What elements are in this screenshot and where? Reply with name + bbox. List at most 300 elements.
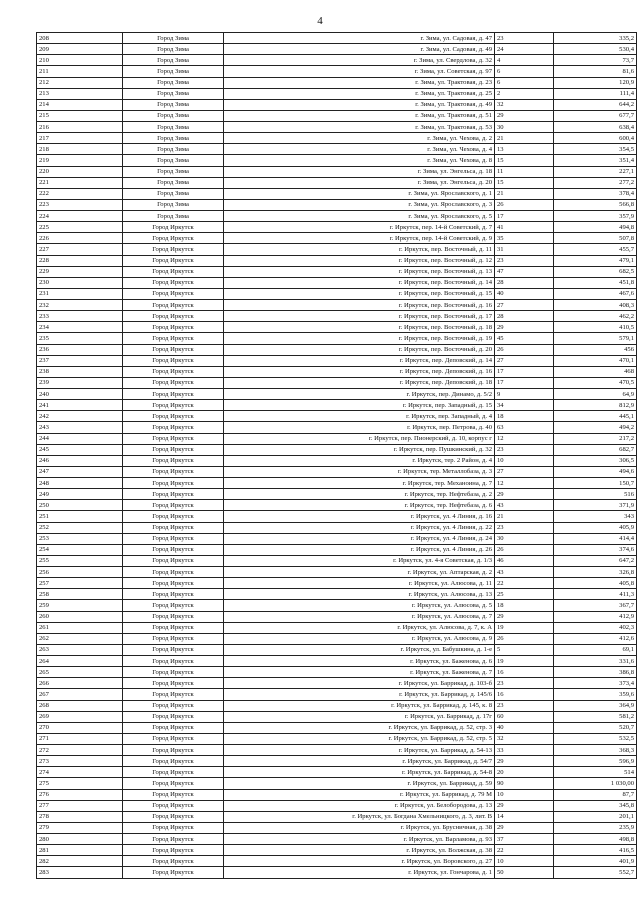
building-address: г. Иркутск, пер. Пушкинский, д. 32 xyxy=(224,444,495,455)
table-row xyxy=(37,377,637,388)
unit-count: 5 xyxy=(495,644,554,655)
unit-count: 29 xyxy=(495,611,554,622)
floor-area: 227,1 xyxy=(554,166,637,177)
table-row xyxy=(37,733,637,744)
building-address: г. Зима, ул. Свердлова, д. 32 xyxy=(224,55,495,66)
unit-count: 20 xyxy=(495,767,554,778)
floor-area: 682,5 xyxy=(554,266,637,277)
municipality-name: Город Иркутск xyxy=(123,266,224,277)
unit-count: 4 xyxy=(495,55,554,66)
row-number: 277 xyxy=(37,800,123,811)
unit-count: 13 xyxy=(495,144,554,155)
building-address: г. Иркутск, ул. Алюсова, д. 11 xyxy=(224,578,495,589)
table-row xyxy=(37,366,637,377)
municipality-name: Город Иркутск xyxy=(123,656,224,667)
table-row xyxy=(37,522,637,533)
unit-count: 28 xyxy=(495,311,554,322)
row-number: 213 xyxy=(37,88,123,99)
municipality-name: Город Зима xyxy=(123,166,224,177)
floor-area: 462,2 xyxy=(554,311,637,322)
unit-count: 28 xyxy=(495,277,554,288)
municipality-name: Город Иркутск xyxy=(123,633,224,644)
building-address: г. Иркутск, ул. Баррикад, д. 103-б xyxy=(224,678,495,689)
building-address: г. Иркутск, ул. 4 Линия, д. 24 xyxy=(224,533,495,544)
unit-count: 32 xyxy=(495,733,554,744)
municipality-name: Город Иркутск xyxy=(123,288,224,299)
table-row xyxy=(37,300,637,311)
municipality-name: Город Иркутск xyxy=(123,722,224,733)
unit-count: 19 xyxy=(495,622,554,633)
table-row xyxy=(37,555,637,566)
municipality-name: Город Иркутск xyxy=(123,377,224,388)
unit-count: 15 xyxy=(495,177,554,188)
municipality-name: Город Иркутск xyxy=(123,500,224,511)
floor-area: 335,2 xyxy=(554,33,637,44)
municipality-name: Город Зима xyxy=(123,122,224,133)
unit-count: 26 xyxy=(495,633,554,644)
unit-count: 50 xyxy=(495,867,554,878)
floor-area: 411,3 xyxy=(554,589,637,600)
table-row xyxy=(37,644,637,655)
row-number: 225 xyxy=(37,222,123,233)
table-row xyxy=(37,834,637,845)
table-row xyxy=(37,277,637,288)
row-number: 212 xyxy=(37,77,123,88)
floor-area: 64,9 xyxy=(554,389,637,400)
row-number: 274 xyxy=(37,767,123,778)
row-number: 216 xyxy=(37,122,123,133)
building-address: г. Иркутск, пер. 14-й Советский, д. 9 xyxy=(224,233,495,244)
table-row xyxy=(37,411,637,422)
table-row xyxy=(37,756,637,767)
building-address: г. Зима, ул. Садовая, д. 49 xyxy=(224,44,495,55)
municipality-name: Город Иркутск xyxy=(123,555,224,566)
row-number: 221 xyxy=(37,177,123,188)
unit-count: 2 xyxy=(495,88,554,99)
floor-area: 532,5 xyxy=(554,733,637,744)
municipality-name: Город Иркутск xyxy=(123,533,224,544)
row-number: 257 xyxy=(37,578,123,589)
row-number: 232 xyxy=(37,300,123,311)
table-row xyxy=(37,845,637,856)
building-address: г. Иркутск, пер. Деповский, д. 16 xyxy=(224,366,495,377)
building-address: г. Иркутск, пер. Восточный, д. 18 xyxy=(224,322,495,333)
municipality-name: Город Иркутск xyxy=(123,667,224,678)
row-number: 209 xyxy=(37,44,123,55)
row-number: 259 xyxy=(37,600,123,611)
municipality-name: Город Иркутск xyxy=(123,322,224,333)
unit-count: 29 xyxy=(495,489,554,500)
table-row xyxy=(37,311,637,322)
table-row xyxy=(37,66,637,77)
floor-area: 378,4 xyxy=(554,188,637,199)
unit-count: 27 xyxy=(495,466,554,477)
page-number: 4 xyxy=(317,15,323,27)
unit-count: 46 xyxy=(495,555,554,566)
table-row xyxy=(37,745,637,756)
municipality-name: Город Иркутск xyxy=(123,845,224,856)
municipality-name: Город Иркутск xyxy=(123,745,224,756)
unit-count: 10 xyxy=(495,856,554,867)
floor-area: 217,2 xyxy=(554,433,637,444)
unit-count: 6 xyxy=(495,66,554,77)
municipality-name: Город Зима xyxy=(123,188,224,199)
municipality-name: Город Иркутск xyxy=(123,511,224,522)
unit-count: 23 xyxy=(495,33,554,44)
building-address: г. Иркутск, ул. Баррикад, д. 79 М xyxy=(224,789,495,800)
municipality-name: Город Зима xyxy=(123,144,224,155)
unit-count: 10 xyxy=(495,455,554,466)
unit-count: 23 xyxy=(495,522,554,533)
row-number: 265 xyxy=(37,667,123,678)
row-number: 260 xyxy=(37,611,123,622)
floor-area: 494,8 xyxy=(554,222,637,233)
floor-area: 455,7 xyxy=(554,244,637,255)
unit-count: 21 xyxy=(495,188,554,199)
row-number: 211 xyxy=(37,66,123,77)
unit-count: 17 xyxy=(495,211,554,222)
building-address: г. Иркутск, тер. Механоина, д. 7 xyxy=(224,478,495,489)
row-number: 244 xyxy=(37,433,123,444)
floor-area: 69,1 xyxy=(554,644,637,655)
building-address: г. Иркутск, ул. Варламова, д. 93 xyxy=(224,834,495,845)
table-row xyxy=(37,333,637,344)
building-address: г. Зима, ул. Трактовая, д. 25 xyxy=(224,88,495,99)
floor-area: 410,5 xyxy=(554,322,637,333)
unit-count: 34 xyxy=(495,400,554,411)
building-address: г. Иркутск, пер. Деповский, д. 14 xyxy=(224,355,495,366)
table-row xyxy=(37,767,637,778)
table-row xyxy=(37,533,637,544)
row-number: 250 xyxy=(37,500,123,511)
unit-count: 16 xyxy=(495,667,554,678)
municipality-name: Город Иркутск xyxy=(123,778,224,789)
unit-count: 12 xyxy=(495,478,554,489)
building-address: г. Иркутск, ул. Баррикад, д. 54/7 xyxy=(224,756,495,767)
unit-count: 23 xyxy=(495,678,554,689)
row-number: 227 xyxy=(37,244,123,255)
building-address: г. Иркутск, пер. Восточный, д. 17 xyxy=(224,311,495,322)
row-number: 214 xyxy=(37,99,123,110)
municipality-name: Город Иркутск xyxy=(123,867,224,878)
floor-area: 343 xyxy=(554,511,637,522)
building-address: г. Иркутск, ул. 4-я Советская, д. 1/3 xyxy=(224,555,495,566)
floor-area: 351,4 xyxy=(554,155,637,166)
floor-area: 647,2 xyxy=(554,555,637,566)
floor-area: 73,7 xyxy=(554,55,637,66)
table-row xyxy=(37,678,637,689)
floor-area: 451,8 xyxy=(554,277,637,288)
unit-count: 22 xyxy=(495,845,554,856)
floor-area: 412,9 xyxy=(554,611,637,622)
table-row xyxy=(37,600,637,611)
row-number: 230 xyxy=(37,277,123,288)
municipality-name: Город Иркутск xyxy=(123,466,224,477)
unit-count: 23 xyxy=(495,255,554,266)
table-row xyxy=(37,389,637,400)
table-row xyxy=(37,288,637,299)
unit-count: 12 xyxy=(495,433,554,444)
municipality-name: Город Иркутск xyxy=(123,433,224,444)
municipality-name: Город Иркутск xyxy=(123,366,224,377)
municipality-name: Город Иркутск xyxy=(123,589,224,600)
building-address: г. Иркутск, ул. Баррикад, д. 17г xyxy=(224,711,495,722)
building-address: г. Зима, ул. Трактовая, д. 53 xyxy=(224,122,495,133)
table-row xyxy=(37,466,637,477)
floor-area: 402,3 xyxy=(554,622,637,633)
table-row xyxy=(37,222,637,233)
municipality-name: Город Зима xyxy=(123,99,224,110)
unit-count: 27 xyxy=(495,355,554,366)
table-row xyxy=(37,800,637,811)
building-address: г. Зима, ул. Трактовая, д. 23 xyxy=(224,77,495,88)
municipality-name: Город Зима xyxy=(123,77,224,88)
building-address: г. Иркутск, ул. Алюсова, д. 7, к. А xyxy=(224,622,495,633)
municipality-name: Город Иркутск xyxy=(123,222,224,233)
building-address: г. Иркутск, ул. Белобородова, д. 13 xyxy=(224,800,495,811)
municipality-name: Город Иркутск xyxy=(123,678,224,689)
floor-area: 371,9 xyxy=(554,500,637,511)
row-number: 215 xyxy=(37,110,123,121)
municipality-name: Город Зима xyxy=(123,66,224,77)
row-number: 258 xyxy=(37,589,123,600)
building-address: г. Иркутск, пер. Динамо, д. 5/2 xyxy=(224,389,495,400)
row-number: 268 xyxy=(37,700,123,711)
unit-count: 6 xyxy=(495,77,554,88)
municipality-name: Город Иркутск xyxy=(123,567,224,578)
building-address: г. Иркутск, пер. Западный, д. 4 xyxy=(224,411,495,422)
table-row xyxy=(37,344,637,355)
unit-count: 26 xyxy=(495,544,554,555)
building-address: г. Зима, ул. Трактовая, д. 49 xyxy=(224,99,495,110)
table-row xyxy=(37,166,637,177)
building-address: г. Иркутск, пер. Восточный, д. 16 xyxy=(224,300,495,311)
table-row xyxy=(37,711,637,722)
floor-area: 235,9 xyxy=(554,822,637,833)
table-row xyxy=(37,122,637,133)
table-row xyxy=(37,44,637,55)
municipality-name: Город Иркутск xyxy=(123,644,224,655)
floor-area: 1 030,00 xyxy=(554,778,637,789)
unit-count: 30 xyxy=(495,122,554,133)
table-row xyxy=(37,422,637,433)
building-address: г. Иркутск, пер. Восточный, д. 12 xyxy=(224,255,495,266)
row-number: 261 xyxy=(37,622,123,633)
row-number: 270 xyxy=(37,722,123,733)
table-row xyxy=(37,500,637,511)
building-address: г. Иркутск, тер. Нефтебаза, д. 6 xyxy=(224,500,495,511)
floor-area: 120,9 xyxy=(554,77,637,88)
unit-count: 18 xyxy=(495,411,554,422)
unit-count: 27 xyxy=(495,300,554,311)
floor-area: 414,4 xyxy=(554,533,637,544)
unit-count: 29 xyxy=(495,322,554,333)
table-row xyxy=(37,144,637,155)
unit-count: 29 xyxy=(495,822,554,833)
building-address: г. Зима, ул. Советская, д. 97 xyxy=(224,66,495,77)
row-number: 231 xyxy=(37,288,123,299)
floor-area: 331,6 xyxy=(554,656,637,667)
unit-count: 31 xyxy=(495,244,554,255)
building-address: г. Иркутск, ул. Алюсова, д. 7 xyxy=(224,611,495,622)
municipality-name: Город Иркутск xyxy=(123,767,224,778)
municipality-name: Город Иркутск xyxy=(123,411,224,422)
building-address: г. Зима, ул. Трактовая, д. 51 xyxy=(224,110,495,121)
floor-area: 638,4 xyxy=(554,122,637,133)
row-number: 267 xyxy=(37,689,123,700)
row-number: 247 xyxy=(37,466,123,477)
municipality-name: Город Иркутск xyxy=(123,822,224,833)
unit-count: 26 xyxy=(495,199,554,210)
table-row xyxy=(37,155,637,166)
municipality-name: Город Зима xyxy=(123,44,224,55)
table-row xyxy=(37,322,637,333)
floor-area: 579,1 xyxy=(554,333,637,344)
building-address: г. Иркутск, тер. 2 Район, д. 4 xyxy=(224,455,495,466)
table-row xyxy=(37,667,637,678)
row-number: 248 xyxy=(37,478,123,489)
unit-count: 90 xyxy=(495,778,554,789)
table-row xyxy=(37,177,637,188)
row-number: 264 xyxy=(37,656,123,667)
municipality-name: Город Иркутск xyxy=(123,811,224,822)
building-address: г. Иркутск, пер. Восточный, д. 11 xyxy=(224,244,495,255)
building-address: г. Иркутск, пер. Восточный, д. 19 xyxy=(224,333,495,344)
floor-area: 408,3 xyxy=(554,300,637,311)
building-address: г. Иркутск, ул. Аптарская, д. 2 xyxy=(224,567,495,578)
municipality-name: Город Иркутск xyxy=(123,233,224,244)
floor-area: 470,1 xyxy=(554,355,637,366)
floor-area: 552,7 xyxy=(554,867,637,878)
floor-area: 516 xyxy=(554,489,637,500)
building-address: г. Иркутск, пер. Деповский, д. 18 xyxy=(224,377,495,388)
row-number: 217 xyxy=(37,133,123,144)
municipality-name: Город Зима xyxy=(123,177,224,188)
building-address: г. Иркутск, пер. Петрова, д. 40 xyxy=(224,422,495,433)
building-address: г. Зима, ул. Садовая, д. 47 xyxy=(224,33,495,44)
unit-count: 43 xyxy=(495,500,554,511)
floor-area: 470,5 xyxy=(554,377,637,388)
municipality-name: Город Иркутск xyxy=(123,389,224,400)
table-row xyxy=(37,444,637,455)
municipality-name: Город Зима xyxy=(123,88,224,99)
municipality-name: Город Иркутск xyxy=(123,600,224,611)
table-row xyxy=(37,33,637,44)
building-address: г. Иркутск, ул. Баррикад, д. 145, к. 8 xyxy=(224,700,495,711)
row-number: 229 xyxy=(37,266,123,277)
floor-area: 498,8 xyxy=(554,834,637,845)
table-row xyxy=(37,455,637,466)
building-address: г. Иркутск, ул. Баррикад, д. 54-13 xyxy=(224,745,495,756)
unit-count: 22 xyxy=(495,578,554,589)
municipality-name: Город Иркутск xyxy=(123,611,224,622)
floor-area: 468 xyxy=(554,366,637,377)
floor-area: 445,1 xyxy=(554,411,637,422)
building-address: г. Иркутск, ул. Алюсова, д. 13 xyxy=(224,589,495,600)
floor-area: 368,3 xyxy=(554,745,637,756)
municipality-name: Город Иркутск xyxy=(123,689,224,700)
municipality-name: Город Иркутск xyxy=(123,800,224,811)
table-row xyxy=(37,611,637,622)
row-number: 253 xyxy=(37,533,123,544)
row-number: 272 xyxy=(37,745,123,756)
unit-count: 47 xyxy=(495,266,554,277)
table-row xyxy=(37,689,637,700)
row-number: 254 xyxy=(37,544,123,555)
row-number: 246 xyxy=(37,455,123,466)
building-address: г. Зима, ул. Чехова, д. 8 xyxy=(224,155,495,166)
floor-area: 373,4 xyxy=(554,678,637,689)
municipality-name: Город Иркутск xyxy=(123,478,224,489)
table-row xyxy=(37,110,637,121)
unit-count: 16 xyxy=(495,689,554,700)
row-number: 245 xyxy=(37,444,123,455)
unit-count: 35 xyxy=(495,233,554,244)
floor-area: 405,9 xyxy=(554,522,637,533)
building-address: г. Зима, ул. Чехова, д. 4 xyxy=(224,144,495,155)
floor-area: 401,9 xyxy=(554,856,637,867)
municipality-name: Город Иркутск xyxy=(123,544,224,555)
building-address: г. Иркутск, ул. Брусничная, д. 38 xyxy=(224,822,495,833)
building-address: г. Иркутск, пер. Восточный, д. 14 xyxy=(224,277,495,288)
row-number: 271 xyxy=(37,733,123,744)
unit-count: 37 xyxy=(495,834,554,845)
floor-area: 386,8 xyxy=(554,667,637,678)
building-address: г. Иркутск, ул. 4 Линия, д. 16 xyxy=(224,511,495,522)
municipality-name: Город Иркутск xyxy=(123,344,224,355)
municipality-name: Город Иркутск xyxy=(123,255,224,266)
unit-count: 17 xyxy=(495,366,554,377)
table-row xyxy=(37,266,637,277)
table-row xyxy=(37,55,637,66)
row-number: 279 xyxy=(37,822,123,833)
row-number: 243 xyxy=(37,422,123,433)
row-number: 255 xyxy=(37,555,123,566)
table-row xyxy=(37,188,637,199)
municipality-name: Город Иркутск xyxy=(123,333,224,344)
floor-area: 354,5 xyxy=(554,144,637,155)
municipality-name: Город Иркутск xyxy=(123,700,224,711)
row-number: 233 xyxy=(37,311,123,322)
floor-area: 520,7 xyxy=(554,722,637,733)
floor-area: 494,6 xyxy=(554,466,637,477)
table-row xyxy=(37,88,637,99)
floor-area: 345,8 xyxy=(554,800,637,811)
building-address: г. Иркутск, ул. Воровского, д. 27 xyxy=(224,856,495,867)
unit-count: 40 xyxy=(495,288,554,299)
table-row xyxy=(37,622,637,633)
municipality-name: Город Зима xyxy=(123,133,224,144)
building-address: г. Иркутск, пер. Восточный, д. 15 xyxy=(224,288,495,299)
municipality-name: Город Зима xyxy=(123,155,224,166)
unit-count: 17 xyxy=(495,377,554,388)
row-number: 240 xyxy=(37,389,123,400)
unit-count: 21 xyxy=(495,511,554,522)
municipality-name: Город Иркутск xyxy=(123,422,224,433)
table-row xyxy=(37,856,637,867)
row-number: 238 xyxy=(37,366,123,377)
table-row xyxy=(37,822,637,833)
municipality-name: Город Иркутск xyxy=(123,244,224,255)
unit-count: 21 xyxy=(495,133,554,144)
floor-area: 111,4 xyxy=(554,88,637,99)
municipality-name: Город Иркутск xyxy=(123,300,224,311)
floor-area: 644,2 xyxy=(554,99,637,110)
housing-registry-table xyxy=(36,32,637,879)
floor-area: 682,7 xyxy=(554,444,637,455)
municipality-name: Город Иркутск xyxy=(123,400,224,411)
row-number: 218 xyxy=(37,144,123,155)
